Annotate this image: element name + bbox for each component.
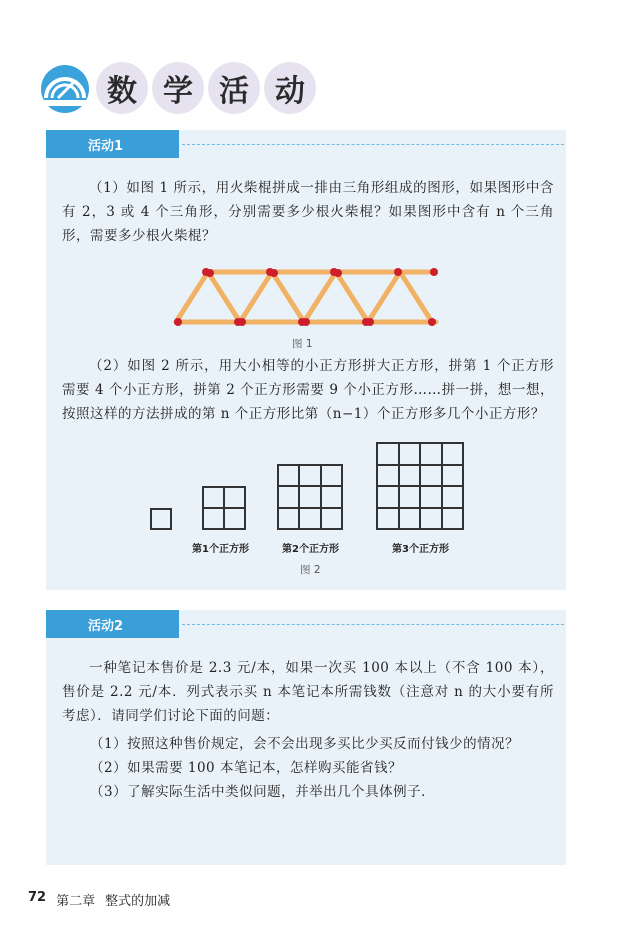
chapter-section-header: [40, 62, 640, 118]
chapter-number: 第二章: [56, 894, 96, 909]
title-char: 数: [96, 62, 148, 114]
dashed-divider: [182, 624, 564, 625]
activity-2-panel: [46, 610, 566, 865]
square-grid-3x3: [277, 464, 343, 530]
square-label: 第1个正方形: [192, 544, 249, 555]
activity-2-question-1: （1）按照这种售价规定，会不会出现多买比少买反而付钱少的情况？: [90, 736, 520, 752]
activity-1-tab: 活动1: [46, 130, 179, 158]
page-number: 72: [28, 890, 47, 905]
activity-1-question-1: （1）如图 1 所示，用火柴棍拼成一排由三角形组成的图形，如果图形中含有 2，3 或 4 个三角形，分别需要多少根火柴棍？如果图形中含有 n 个三角形，需要多少根火柴棍？: [62, 180, 554, 244]
section-title: [96, 62, 316, 114]
dashed-divider: [182, 144, 564, 145]
figure-2-caption: 图 2: [300, 564, 321, 576]
figure-1-caption: 图 1: [292, 338, 313, 350]
square-label: 第2个正方形: [282, 544, 339, 555]
activity-1-question-2: （2）如图 2 所示，用大小相等的小正方形拼大正方形，拼第 1 个正方形需要 4 个小正方形，拼第 2 个正方形需要 9 个小正方形……拼一拼，想一想，按照这样的方法拼成的第 n 个正方形比第（n−1）个正方形多几个小正方形？: [62, 358, 554, 422]
square-label: 第3个正方形: [392, 544, 449, 555]
chapter-title: 整式的加减: [105, 894, 171, 909]
page-footer: [28, 890, 170, 909]
square-grid-1x1: [150, 508, 172, 530]
activity-2-intro: 一种笔记本售价是 2.3 元/本，如果一次买 100 本以上（不含 100 本），售价是 2.2 元/本．列式表示买 n 本笔记本所需钱数（注意对 n 的大小要有所考虑）．请同学们讨论下面的问题：: [62, 660, 554, 724]
title-char: 动: [264, 62, 316, 114]
activity-2-question-2: （2）如果需要 100 本笔记本，怎样购买能省钱？: [90, 760, 402, 776]
square-grid-2x2: [202, 486, 246, 530]
activity-2-question-3: （3）了解实际生活中类似问题，并举出几个具体例子．: [90, 784, 436, 800]
activity-1-panel: [46, 130, 566, 590]
figure-1-matchstick-triangles: [166, 264, 446, 334]
title-char: 活: [208, 62, 260, 114]
math-activity-logo-icon: [40, 64, 90, 114]
activity-2-tab: 活动2: [46, 610, 179, 638]
title-char: 学: [152, 62, 204, 114]
square-grid-4x4: [376, 442, 464, 530]
